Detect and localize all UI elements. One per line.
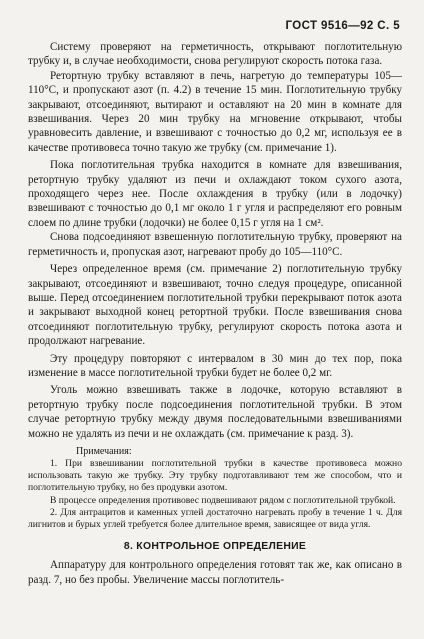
- paragraph: Пока поглотительная трубка находится в комнате для взвешивания, ретортную трубку удаляют из печи и охлаждают током сухого азота, проходящего через нее. После охлаждения в трубку (или в лодочку) взвешивают с точностью до 0,1 мг около 1 г угля и распределяют его ровным слоем по длине трубки (лодочки) не более 0,15 г угля на 1 см².: [28, 159, 402, 229]
- notes-title: Примечания:: [76, 445, 132, 457]
- section-title: 8. КОНТРОЛЬНОЕ ОПРЕДЕЛЕНИЕ: [123, 541, 307, 553]
- paragraph: Аппаратуру для контрольного определения готовят так же, как описано в разд. 7, но без пробы. Увеличение массы поглотитель-: [28, 559, 402, 586]
- note: 2. Для антрацитов и каменных углей достаточно нагревать пробу в течение 1 ч. Для лигнитов и бурых углей требуется более длительное время, зависящее от вида угля.: [28, 506, 402, 530]
- note: 1. При взвешивании поглотительной трубки в качестве противовеса можно использовать такую же трубку. Эту трубку подготавливают тем же способом, что и поглотительную трубку, но без продувки азотом.: [28, 457, 402, 494]
- paragraph: Систему проверяют на герметичность, открывают поглотительную трубку и, в случае необходимости, снова регулируют скорость потока газа.: [28, 41, 402, 68]
- document-body: [28, 40, 402, 587]
- paragraph: Через определенное время (см. примечание 2) поглотительную трубку закрывают, отсоединяют и взвешивают, точно следуя процедуре, описанной выше. Перед отсоединением поглотительной трубки перекрывают поток азота и закрывают выходной конец ретортной трубки. После взвешивания снова отсоединяют поглотительную трубку, регулируют скорость потока азота и продолжают нагревание.: [28, 263, 402, 348]
- paragraph: Ретортную трубку вставляют в печь, нагретую до температуры 105—110°С, и пропускают азот (п. 4.2) в течение 15 мин. Поглотительную трубку закрывают, отсоединяют, вытирают и оставляют на 20 мин в комнате для взвешивания. Через 20 мин трубку на мгновение открывают, чтобы уравновесить давление, и взвешивают с точностью до 0,2 мг, используя ее в качестве противовеса точно такую же трубку (см. примечание 1).: [28, 69, 402, 154]
- paragraph: Уголь можно взвешивать также в лодочке, которую вставляют в ретортную трубку после подсоединения поглотительной трубки. В этом случае ретортную трубку между двумя последовательными взвешиваниями можно не удалять из печи и не охлаждать (см. примечание к разд. 3).: [28, 384, 402, 440]
- paragraph: Эту процедуру повторяют с интервалом в 30 мин до тех пор, пока изменение в массе поглотительной трубки будет не более 0,2 мг.: [28, 352, 402, 379]
- page-header: ГОСТ 9516—92 С. 5: [285, 20, 400, 32]
- paragraph: Снова подсоединяют взвешенную поглотительную трубку, проверяют на герметичность и, пропуская азот, нагревают пробу до 105—110°С.: [28, 231, 402, 258]
- note: В процессе определения противовес подвешивают рядом с поглотительной трубкой.: [50, 494, 396, 506]
